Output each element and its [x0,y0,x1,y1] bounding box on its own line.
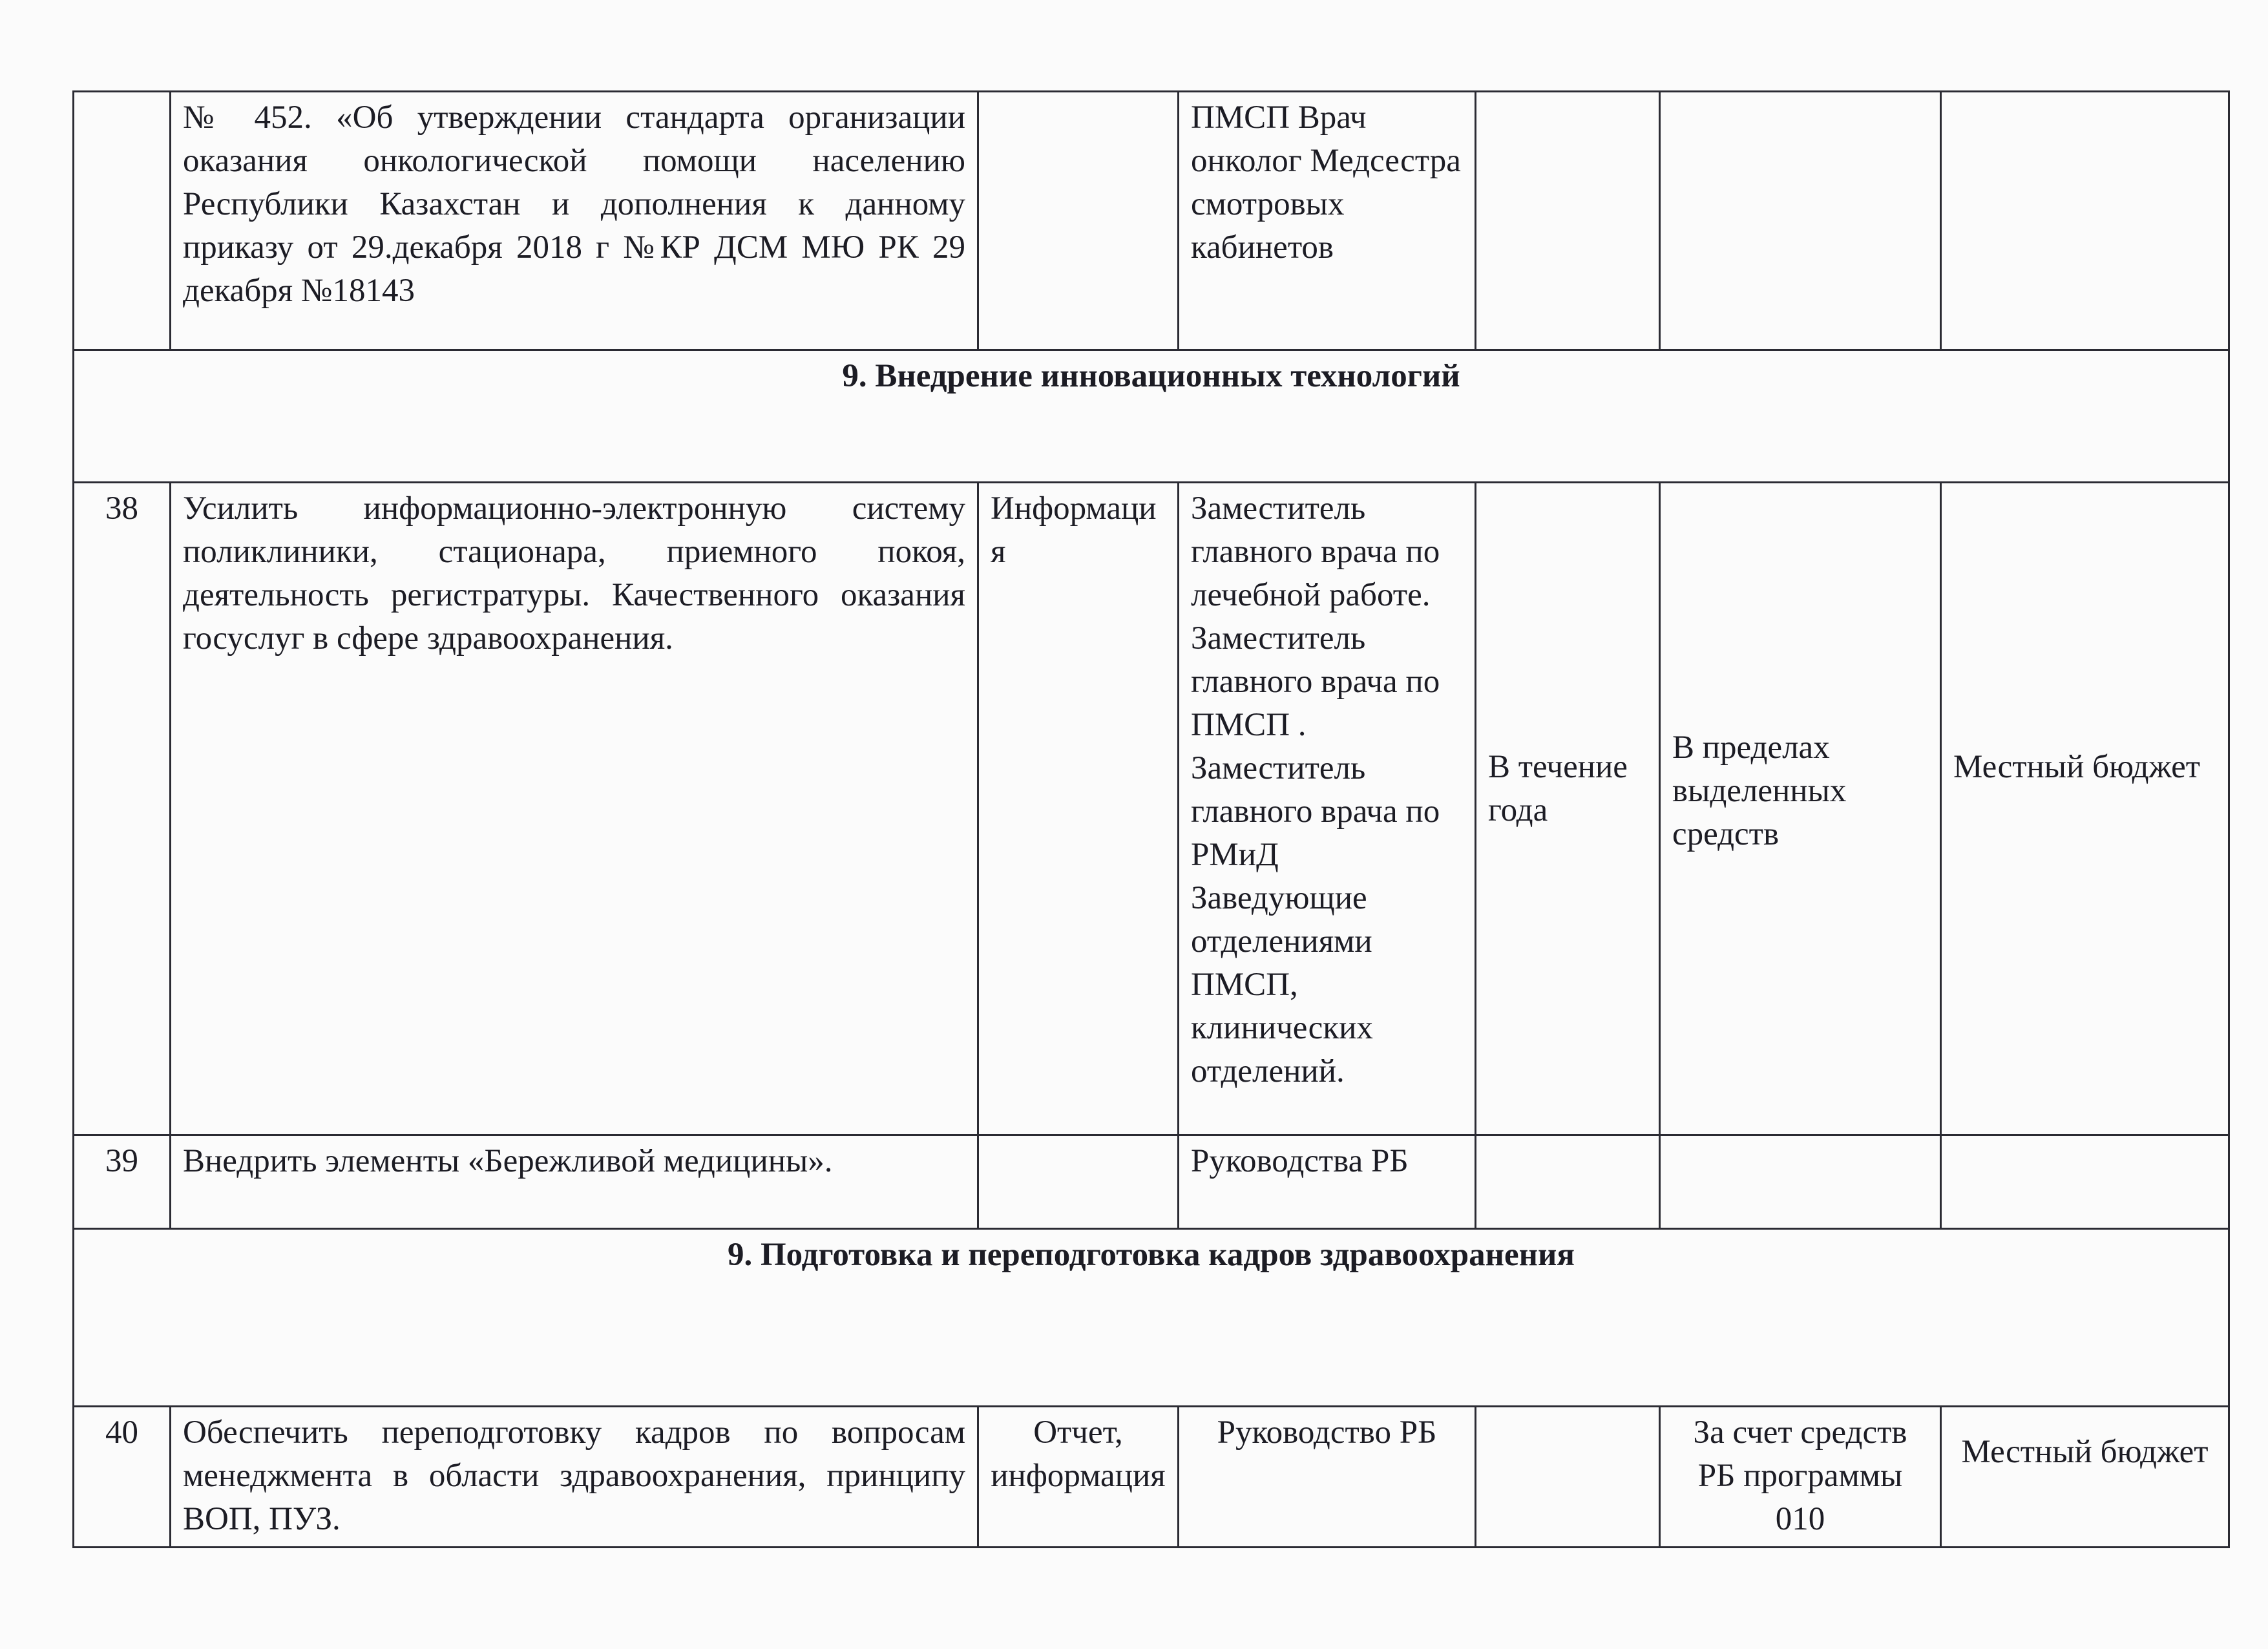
responsible-cell: Руководства РБ [1179,1135,1476,1229]
table-row [74,1407,2229,1548]
responsible-cell: Заместитель главного врача по лечебной работе. Заместитель главного врача по ПМСП . Заместитель главного врача по РМиД Заведующие отделениями ПМСП, клинических отделений. [1179,483,1476,1135]
cost-text: В пределах выделенных средств [1672,730,1847,852]
form-cell [978,92,1179,350]
table-row [74,1135,2229,1229]
term-cell [1476,1407,1660,1548]
cost-cell: За счет средств РБ программы 010 [1660,1407,1941,1548]
form-cell [978,1135,1179,1229]
measure-cell: Обеспечить переподготовку кадров по вопросам менеджмента в области здравоохранения, принципу ВОП, ПУЗ. [171,1407,978,1548]
term-cell [1476,92,1660,350]
measure-cell: № 452. «Об утверждении стандарта организации оказания онкологической помощи населению Республики Казахстан и дополнения к данному приказу от 29.декабря 2018 г №КР ДСМ МЮ РК 29 декабря №18143 [171,92,978,350]
row-number-cell: 40 [74,1407,171,1548]
section-title: 9. Внедрение инновационных технологий [74,350,2229,483]
cost-cell [1660,92,1941,350]
row-number-cell [74,92,171,350]
section-header-row [74,1229,2229,1407]
row-number-cell: 38 [74,483,171,1135]
row-number-cell: 39 [74,1135,171,1229]
section-header-row [74,350,2229,483]
source-cell [1941,92,2229,350]
source-text: Местный бюджет [1961,1434,2209,1470]
table-row [74,483,2229,1135]
term-cell [1476,483,1660,1135]
measure-cell: Внедрить элементы «Бережливой медицины». [171,1135,978,1229]
form-cell: Отчет, информация [978,1407,1179,1548]
measure-cell: Усилить информационно-электронную систему поликлиники, стационара, приемного покоя, деятельность регистратуры. Качественного оказания госуслуг в сфере здравоохранения. [171,483,978,1135]
cost-cell [1660,483,1941,1135]
table-row [74,92,2229,350]
section-title: 9. Подготовка и переподготовка кадров здравоохранения [74,1229,2229,1407]
source-cell [1941,1407,2229,1548]
term-cell [1476,1135,1660,1229]
cost-cell [1660,1135,1941,1229]
source-cell [1941,1135,2229,1229]
responsible-cell: Руководство РБ [1179,1407,1476,1548]
form-cell: Информация [978,483,1179,1135]
action-plan-table [72,90,2230,1548]
source-text: Местный бюджет [1953,749,2201,785]
term-text: В течение года [1488,749,1628,828]
source-cell [1941,483,2229,1135]
responsible-cell: ПМСП Врач онколог Медсестра смотровых кабинетов [1179,92,1476,350]
